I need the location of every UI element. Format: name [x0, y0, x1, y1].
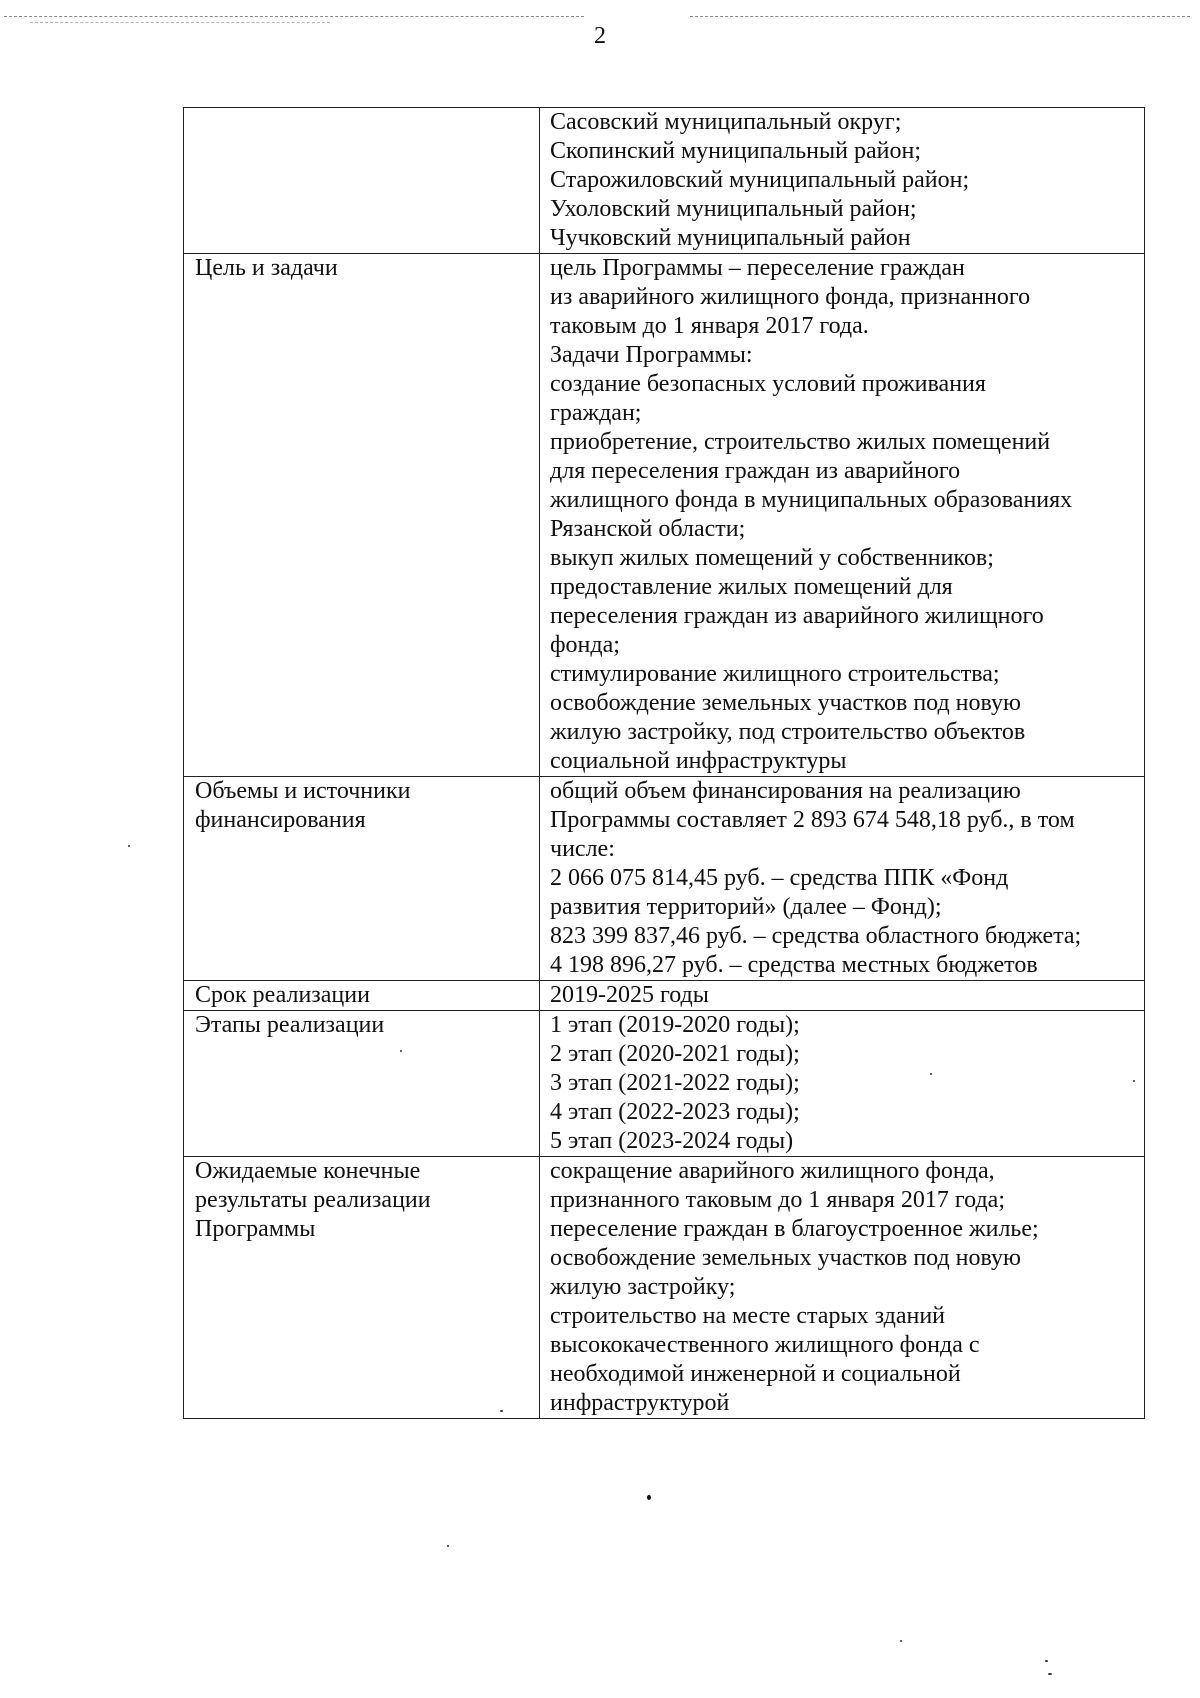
row-value-line: приобретение, строительство жилых помещений	[550, 429, 1051, 455]
scan-speck	[128, 845, 130, 847]
row-label-line: Программы	[195, 1216, 316, 1242]
table-row	[184, 1157, 1145, 1419]
program-passport-table	[183, 107, 1145, 1419]
table-row	[184, 108, 1145, 254]
row-value-line: 2 066 075 814,45 руб. – средства ППК «Фонд	[550, 865, 1009, 891]
row-value-line: жилищного фонда в муниципальных образованиях	[550, 487, 1073, 513]
row-value-line: выкуп жилых помещений у собственников;	[550, 545, 994, 571]
row-value-line: Скопинский муниципальный район;	[550, 138, 921, 164]
row-value-line: Чучковский муниципальный район	[550, 225, 911, 251]
table-row	[184, 254, 1145, 777]
row-value-line: строительство на месте старых зданий	[550, 1303, 946, 1329]
row-value-line: признанного таковым до 1 января 2017 года;	[550, 1187, 1006, 1213]
row-label-cell	[184, 1011, 540, 1157]
row-value-line: Ухоловский муниципальный район;	[550, 196, 917, 222]
table-row	[184, 1011, 1145, 1157]
row-value-line: Программы составляет 2 893 674 548,18 руб., в том	[550, 807, 1075, 833]
row-value-line: 4 этап (2022-2023 годы);	[550, 1099, 800, 1125]
scan-speck	[1045, 1660, 1048, 1662]
row-value-line: таковым до 1 января 2017 года.	[550, 313, 869, 339]
row-value-line: 2 этап (2020-2021 годы);	[550, 1041, 800, 1067]
row-label-line: результаты реализации	[195, 1187, 431, 1213]
table-row	[184, 981, 1145, 1011]
row-value-line: Задачи Программы:	[550, 342, 753, 368]
row-value-line: освобождение земельных участков под новую	[550, 1245, 1021, 1271]
row-label-cell	[184, 981, 540, 1011]
row-value-line: Сасовский муниципальный округ;	[550, 109, 902, 135]
row-value-line: 823 399 837,46 руб. – средства областного бюджета;	[550, 923, 1082, 949]
row-value-line: инфраструктурой	[550, 1390, 730, 1416]
scan-artifact-line	[4, 16, 584, 17]
row-value-line: стимулирование жилищного строительства;	[550, 661, 1000, 687]
row-value-line: 4 198 896,27 руб. – средства местных бюджетов	[550, 952, 1038, 978]
scan-speck	[1048, 1673, 1052, 1675]
row-value-line: предоставление жилых помещений для	[550, 574, 953, 600]
row-value-line: числе:	[550, 836, 615, 862]
row-value-line: переселение граждан в благоустроенное жилье;	[550, 1216, 1039, 1242]
row-label-line: финансирования	[195, 807, 366, 833]
row-value-line: Старожиловский муниципальный район;	[550, 167, 970, 193]
scan-speck	[447, 1545, 449, 1547]
row-label-cell	[184, 777, 540, 981]
row-value-line: 2019-2025 годы	[550, 982, 709, 1008]
row-value-cell	[540, 777, 1145, 981]
row-value-line: Рязанской области;	[550, 516, 746, 542]
row-label-line: Цель и задачи	[195, 255, 338, 281]
scan-speck	[500, 1410, 503, 1412]
row-value-cell	[540, 254, 1145, 777]
row-label-cell	[184, 254, 540, 777]
row-value-line: общий объем финансирования на реализацию	[550, 778, 1021, 804]
row-value-line: высококачественного жилищного фонда с	[550, 1332, 980, 1358]
row-label-cell	[184, 108, 540, 254]
row-value-line: жилую застройку, под строительство объектов	[550, 719, 1026, 745]
scan-speck	[647, 1495, 651, 1500]
row-value-cell	[540, 981, 1145, 1011]
row-value-line: граждан;	[550, 400, 642, 426]
row-value-line: жилую застройку;	[550, 1274, 736, 1300]
row-value-cell	[540, 108, 1145, 254]
row-value-line: 1 этап (2019-2020 годы);	[550, 1012, 800, 1038]
row-value-line: 5 этап (2023-2024 годы)	[550, 1128, 794, 1154]
row-value-line: переселения граждан из аварийного жилищного	[550, 603, 1044, 629]
row-value-line: цель Программы – переселение граждан	[550, 255, 965, 281]
scan-speck	[930, 1073, 932, 1075]
scan-speck	[900, 1640, 902, 1642]
row-label-line: Этапы реализации	[195, 1012, 385, 1038]
scan-artifact-line	[690, 16, 1190, 17]
row-value-line: 3 этап (2021-2022 годы);	[550, 1070, 800, 1096]
scan-speck	[400, 1050, 402, 1052]
row-label-line: Ожидаемые конечные	[195, 1158, 421, 1184]
row-label-line: Объемы и источники	[195, 778, 411, 804]
row-value-line: необходимой инженерной и социальной	[550, 1361, 961, 1387]
row-value-line: фонда;	[550, 632, 620, 658]
row-value-line: создание безопасных условий проживания	[550, 371, 986, 397]
row-value-line: развития территорий» (далее – Фонд);	[550, 894, 942, 920]
row-value-line: социальной инфраструктуры	[550, 748, 847, 774]
page-number: 2	[594, 23, 606, 49]
row-value-line: сокращение аварийного жилищного фонда,	[550, 1158, 995, 1184]
table-row	[184, 777, 1145, 981]
row-value-cell	[540, 1157, 1145, 1419]
row-value-line: для переселения граждан из аварийного	[550, 458, 961, 484]
row-label-line: Срок реализации	[195, 982, 370, 1008]
row-value-line: из аварийного жилищного фонда, признанного	[550, 284, 1031, 310]
table-body	[184, 108, 1145, 1419]
row-value-line: освобождение земельных участков под новую	[550, 690, 1021, 716]
scan-speck	[1133, 1080, 1135, 1082]
row-value-cell	[540, 1011, 1145, 1157]
row-label-cell	[184, 1157, 540, 1419]
